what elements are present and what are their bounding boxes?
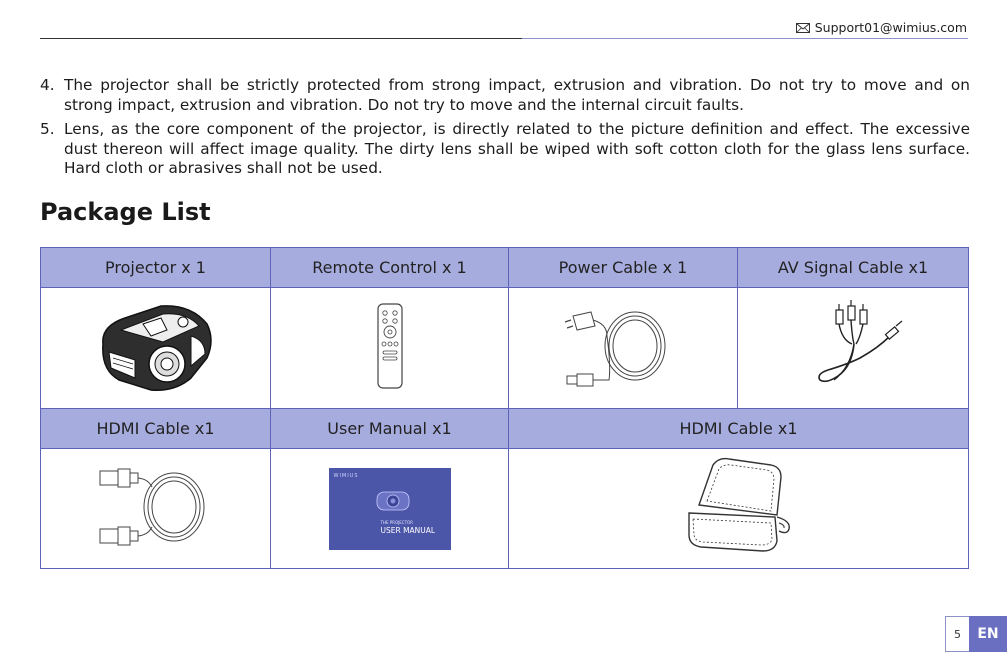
envelope-icon <box>796 23 810 33</box>
safety-notes <box>40 76 970 184</box>
header-cell: Power Cable x 1 <box>509 248 738 288</box>
remote-control-cell <box>271 288 509 409</box>
header-cell: User Manual x1 <box>271 409 509 449</box>
power-cable-image <box>563 296 683 396</box>
note-item <box>40 76 970 115</box>
note-text: The projector shall be strictly protected from strong impact, extrusion and vibration. Do not try to move and on strong impact, extrusion and vibration. Do not try to move and the internal circuit faults. <box>64 76 970 114</box>
manual-subtitle: THE PROJECTOR <box>380 519 413 525</box>
header-cell: HDMI Cable x1 <box>41 409 271 449</box>
user-manual-image <box>329 468 451 550</box>
package-list-table <box>40 247 969 569</box>
av-cable-image <box>798 296 908 396</box>
support-email-text: Support01@wimius.com <box>814 20 967 35</box>
table-image-row <box>41 288 969 409</box>
note-number: 5. <box>40 120 55 138</box>
note-text: Lens, as the core component of the projector, is directly related to the picture definition and effect. The excessive dust thereon will affect image quality. The dirty lens shall be wiped with soft cotton cloth for the glass lens surface. Hard cloth or abrasives shall not be used. <box>64 120 970 177</box>
carry-case-cell <box>509 449 969 569</box>
hdmi-cable-cell <box>41 449 271 569</box>
carry-case-image <box>679 455 799 559</box>
av-cable-cell <box>738 288 969 409</box>
header-cell: AV Signal Cable x1 <box>738 248 969 288</box>
table-image-row <box>41 449 969 569</box>
projector-image <box>91 296 221 396</box>
manual-brand: WIMIUS <box>333 472 359 479</box>
table-header-row <box>41 409 969 449</box>
header-cell: HDMI Cable x1 <box>509 409 969 449</box>
projector-cell <box>41 288 271 409</box>
power-cable-cell <box>509 288 738 409</box>
note-number: 4. <box>40 76 55 94</box>
manual-projector-icon <box>373 486 413 516</box>
header-cell: Projector x 1 <box>41 248 271 288</box>
user-manual-cell <box>271 449 509 569</box>
manual-title: USER MANUAL <box>380 525 436 535</box>
support-email[interactable] <box>796 20 967 35</box>
header-cell: Remote Control x 1 <box>271 248 509 288</box>
section-title: Package List <box>40 198 211 226</box>
table-header-row <box>41 248 969 288</box>
note-item <box>40 120 970 179</box>
page-number: 5 <box>945 616 970 652</box>
hdmi-cable-image <box>96 457 216 557</box>
language-badge: EN <box>969 616 1007 652</box>
remote-control-image <box>370 301 410 391</box>
